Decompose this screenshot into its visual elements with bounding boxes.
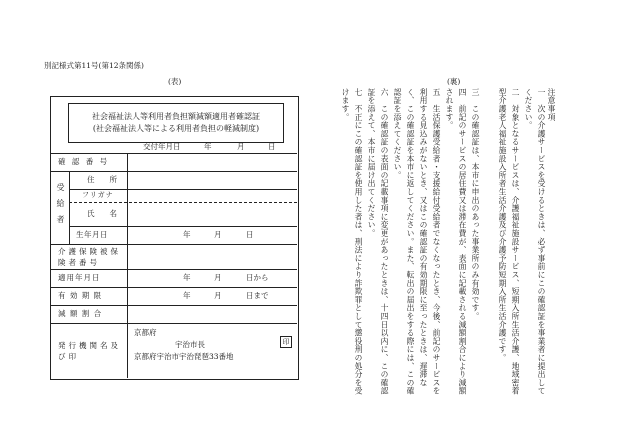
apply-date-label: 適用年月日 xyxy=(58,273,101,282)
birthdate-label: 生年月日 xyxy=(76,230,108,239)
note-item-2: 二 対象となるサービスは、介護福祉施設サービス、短期入所生活介護、地域密着型介護老人福祉施設入所者生活介護及び介護予防短期入所生活介護です。 xyxy=(498,88,520,396)
validity-year: 年 xyxy=(183,291,193,300)
label-column-divider xyxy=(127,153,128,378)
notes-title: 注意事項 xyxy=(547,88,556,122)
note-item-7: 七 不正にこの確認証を使用した者は、刑法により詐欺罪として懲役刑の処分を受けます。 xyxy=(341,88,363,396)
issuer-prefecture: 京都府 xyxy=(134,328,157,337)
issuer-address: 京都府宇治市宇治琵琶33番地 xyxy=(134,352,234,361)
recipient-label: 受給者 xyxy=(56,183,65,231)
row-divider xyxy=(50,171,297,172)
cert-number-label: 確 認 番 号 xyxy=(58,157,110,166)
issuer-label: 発行機関名及び印 xyxy=(58,341,121,361)
official-seal-stamp: 印 xyxy=(280,336,292,348)
table-top-border xyxy=(50,153,297,154)
card-title-box xyxy=(68,103,284,143)
note-item-6: 六 この確認証の表面の記載事項に変更があったときは、十四日以内に、この確認証を添えて、本市に届け出てください。 xyxy=(367,88,389,396)
back-side-label: (裏) xyxy=(447,77,461,86)
form-number: 別記様式第11号(第12条関係) xyxy=(44,61,144,70)
note-item-1: 一 次の介護サービスを受けるときは、必ず事前にこの確認証を事業者に提出してください。 xyxy=(524,88,546,396)
row-divider xyxy=(50,287,297,288)
issuer-mayor: 宇治市長 xyxy=(175,340,205,349)
note-item-5: 五 生活保護受給者・支援給付受給者でなくなったとき、今後、前記のサービスを利用する見込みがないとき、又はこの確認証の有効期限に至ったときは、遅滞なく、この確認証を本市に返してください。また、転出の届出をする際には、この確認証を添えてください。 xyxy=(393,88,441,396)
birth-day: 日 xyxy=(246,230,256,239)
address-label: 住 所 xyxy=(87,175,117,184)
row-divider xyxy=(69,226,297,227)
row-divider xyxy=(50,269,297,270)
recipient-group-divider xyxy=(69,171,70,244)
note-item-3: 三 この確認証は、本市に申出のあった事業所のみ有効です。 xyxy=(471,88,480,321)
discount-rate-label: 減 額 割 合 xyxy=(58,309,103,318)
row-divider xyxy=(50,244,297,245)
issue-date-label: 交付年月日 xyxy=(143,142,181,151)
card-subtitle: (社会福祉法人等による利用者負担の軽減制度) xyxy=(92,124,260,133)
furigana-divider xyxy=(69,202,297,203)
birth-month: 月 xyxy=(214,230,224,239)
name-label: 氏 名 xyxy=(87,209,117,218)
furigana-label: フリガナ xyxy=(82,191,114,199)
row-divider xyxy=(50,323,297,324)
apply-year: 年 xyxy=(183,273,193,282)
row-divider xyxy=(50,305,297,306)
issue-date-day: 日 xyxy=(268,142,278,151)
validity-month: 月 xyxy=(214,291,224,300)
card-title: 社会福祉法人等利用者負担額減額適用者確認証 xyxy=(92,112,260,121)
issue-date-month: 月 xyxy=(237,142,247,151)
birth-year: 年 xyxy=(183,230,193,239)
row-divider xyxy=(69,189,297,190)
insured-number-label: 介護保険被保険者番号 xyxy=(58,247,121,267)
front-side-label: (表) xyxy=(168,77,182,86)
note-item-4: 四 前記のサービスの居住費又は滞在費が、表面に記載される減額割合により減額されます。 xyxy=(445,88,467,396)
validity-day-until: 日まで xyxy=(246,291,269,300)
apply-day-from: 日から xyxy=(246,273,269,282)
issue-date-year: 年 xyxy=(204,142,214,151)
validity-label: 有 効 期 限 xyxy=(58,291,103,300)
apply-month: 月 xyxy=(214,273,224,282)
